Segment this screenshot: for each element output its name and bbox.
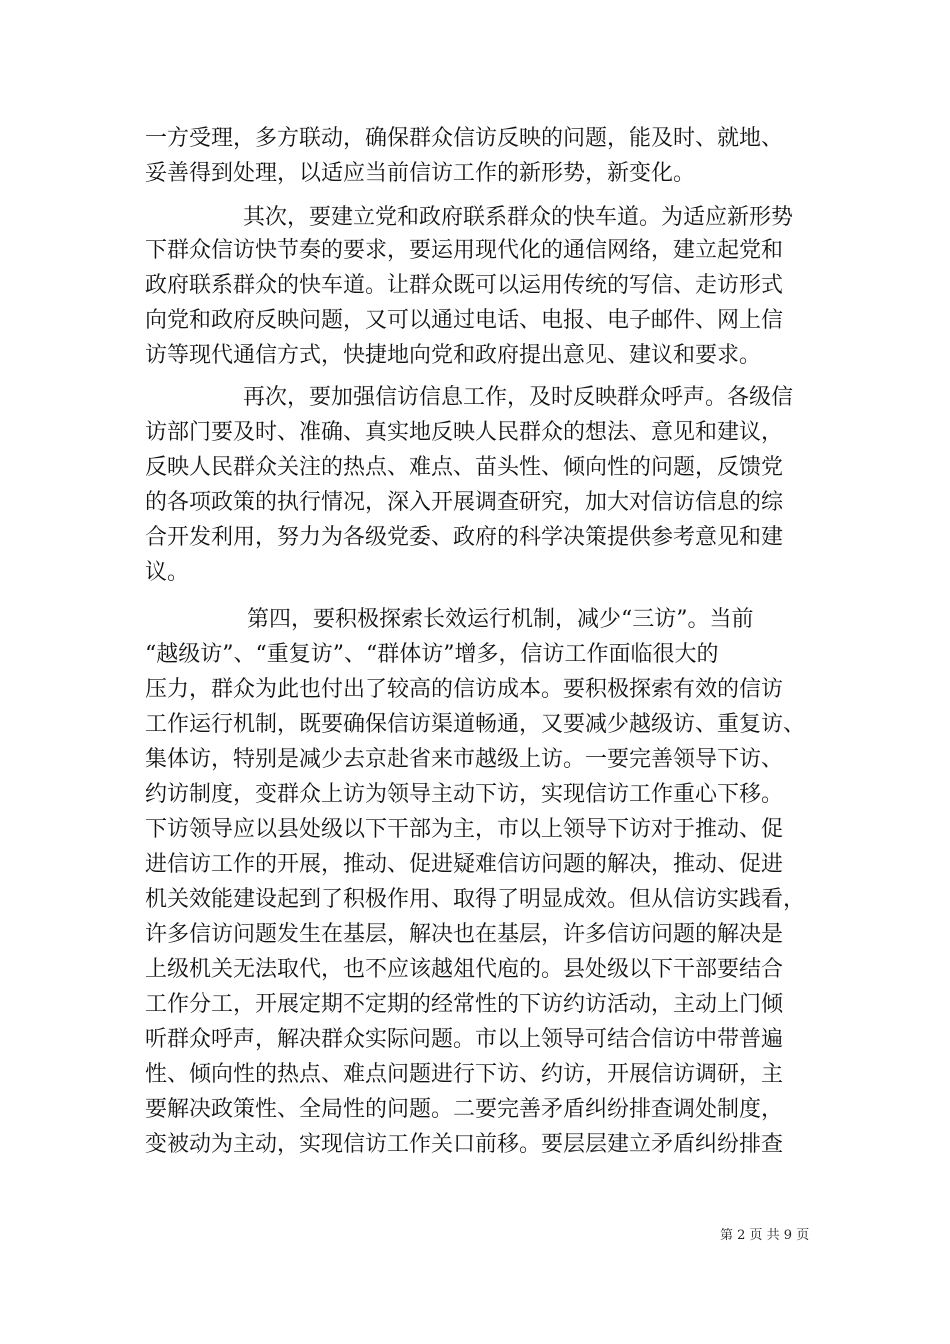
text-line: 反映人民群众关注的热点、难点、苗头性、倾向性的问题，反馈党 bbox=[145, 455, 784, 480]
text-line: 要解决政策性、全局性的问题。二要完善矛盾纠纷排查调处制度， bbox=[145, 1097, 784, 1122]
text-line: 妥善得到处理，以适应当前信访工作的新形势，新变化。 bbox=[145, 161, 696, 186]
text-line: 变被动为主动，实现信访工作关口前移。要层层建立矛盾纠纷排查 bbox=[145, 1132, 784, 1157]
text-line: 的各项政策的执行情况，深入开展调查研究，加大对信访信息的综 bbox=[145, 490, 784, 515]
text-line: 性、倾向性的热点、难点问题进行下访、约访，开展信访调研，主 bbox=[145, 1062, 784, 1087]
text-line: 约访制度，变群众上访为领导主动下访，实现信访工作重心下移。 bbox=[145, 782, 784, 807]
text-line: 工作分工，开展定期不定期的经常性的下访约访活动，主动上门倾 bbox=[145, 992, 784, 1017]
text-line: 下访领导应以县处级以下干部为主，市以上领导下访对于推动、促 bbox=[145, 817, 784, 842]
text-line: 许多信访问题发生在基层，解决也在基层，许多信访问题的解决是 bbox=[145, 922, 784, 947]
text-line: 听群众呼声，解决群众实际问题。市以上领导可结合信访中带普遍 bbox=[145, 1027, 784, 1052]
text-line: 进信访工作的开展，推动、促进疑难信访问题的解决，推动、促进 bbox=[145, 852, 784, 877]
text-line: 议。 bbox=[145, 560, 190, 585]
text-line: 下群众信访快节奏的要求，要运用现代化的通信网络，建立起党和 bbox=[145, 238, 784, 263]
paragraph-start-line: 第四，要积极探索长效运行机制，减少“三访”。当前 bbox=[247, 607, 754, 632]
text-line: 访等现代通信方式，快捷地向党和政府提出意见、建议和要求。 bbox=[145, 343, 762, 368]
text-line: 合开发利用，努力为各级党委、政府的科学决策提供参考意见和建 bbox=[145, 525, 784, 550]
page-number: 第 2 页 共 9 页 bbox=[720, 1228, 810, 1243]
text-line: 压力，群众为此也付出了较高的信访成本。要积极探索有效的信访 bbox=[145, 677, 784, 702]
text-line: 机关效能建设起到了积极作用、取得了明显成效。但从信访实践看， bbox=[145, 887, 806, 912]
text-line: 上级机关无法取代，也不应该越俎代庖的。县处级以下干部要结合 bbox=[145, 957, 784, 982]
paragraph-start-line: 再次，要加强信访信息工作，及时反映群众呼声。各级信 bbox=[243, 385, 794, 410]
text-line: 政府联系群众的快车道。让群众既可以运用传统的写信、走访形式 bbox=[145, 273, 784, 298]
text-line: 工作运行机制，既要确保信访渠道畅通，又要减少越级访、重复访、 bbox=[145, 712, 806, 737]
text-line: 访部门要及时、准确、真实地反映人民群众的想法、意见和建议， bbox=[145, 420, 784, 445]
text-line: “越级访”、“重复访”、“群体访”增多，信访工作面临很大的 bbox=[145, 642, 719, 667]
text-line: 集体访，特别是减少去京赴省来市越级上访。一要完善领导下访、 bbox=[145, 747, 784, 772]
text-line: 向党和政府反映问题，又可以通过电话、电报、电子邮件、网上信 bbox=[145, 308, 784, 333]
paragraph-start-line: 其次，要建立党和政府联系群众的快车道。为适应新形势 bbox=[243, 205, 794, 230]
text-line: 一方受理，多方联动，确保群众信访反映的问题，能及时、就地、 bbox=[145, 126, 784, 151]
